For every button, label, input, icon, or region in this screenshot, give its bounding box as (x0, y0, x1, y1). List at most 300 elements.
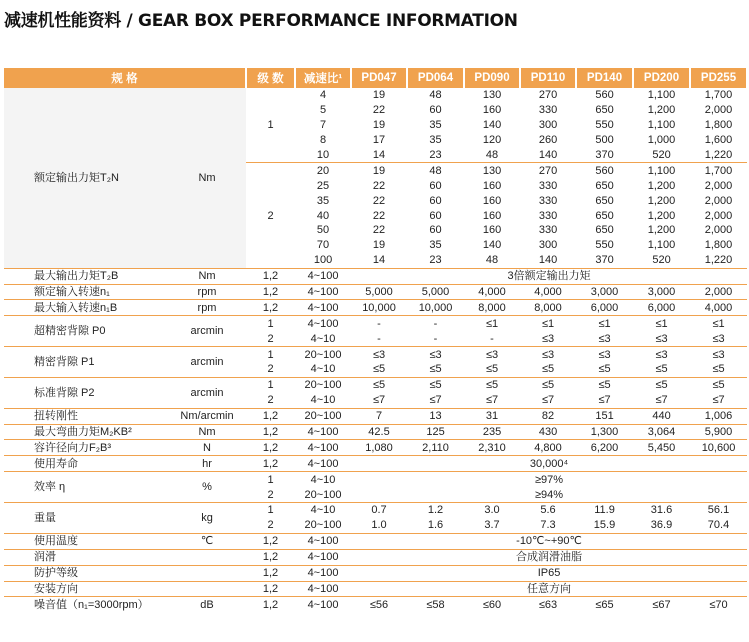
table-cell: 2,110 (407, 440, 464, 456)
merged-value: ≥94% (534, 488, 564, 501)
table-cell: ≤5 (351, 377, 407, 392)
table-cell: 35 (429, 119, 442, 132)
stage-cell: 2 (267, 488, 274, 501)
table-cell: 4,000 (464, 284, 520, 300)
table-cell: 22 (372, 104, 386, 117)
ratio-cell: 4~100 (295, 424, 351, 440)
header-ratio: 减速比¹ (295, 68, 351, 88)
table-cell: 125 (407, 424, 464, 440)
ratio-cell: 4~100 (295, 549, 351, 565)
table-row (4, 88, 747, 103)
header-pd140: PD140 (576, 68, 633, 88)
table-cell: ≤1 (576, 316, 633, 331)
merged-value: 30,000⁴ (351, 456, 747, 472)
table-cell: 130 (482, 89, 502, 102)
ratio-cell: 4~100 (295, 565, 351, 581)
table-row (4, 549, 747, 565)
ratio-cell: 70 (316, 239, 330, 252)
table-cell: 370 (595, 254, 614, 267)
table-row (4, 533, 747, 549)
table-cell: 22 (372, 224, 386, 237)
table-cell: 48 (407, 163, 464, 178)
table-cell: 1,700 (704, 89, 733, 102)
row-label: 使用温度 (4, 533, 168, 549)
table-cell: 3.7 (484, 519, 500, 532)
table-cell: ≤5 (485, 363, 499, 376)
table-cell: 1,220 (704, 254, 733, 267)
table-cell: 330 (538, 224, 558, 237)
table-cell: 3,000 (633, 284, 690, 300)
table-cell: 31 (464, 408, 520, 424)
table-cell: ≤3 (712, 332, 725, 345)
stage-cell: 2 (267, 519, 274, 532)
table-cell: ≤7 (712, 394, 725, 407)
table-cell: 1.2 (407, 503, 464, 518)
table-cell: 1,200 (647, 179, 676, 192)
row-label: 最大输出力矩T₂B (4, 268, 168, 284)
table-cell: 1,800 (704, 239, 733, 252)
header-pd064: PD064 (407, 68, 464, 88)
table-cell: 2,000 (704, 179, 733, 192)
stage-cell: 1 (246, 472, 295, 487)
table-cell: 1,800 (704, 119, 733, 132)
table-cell: 10,600 (690, 440, 747, 456)
table-cell: 56.1 (690, 503, 747, 518)
table-cell: 5,450 (633, 440, 690, 456)
row-unit (168, 549, 246, 565)
row-label: 最大弯曲力矩M₂KB² (4, 424, 168, 440)
ratio-cell: 4~100 (295, 300, 351, 316)
table-cell: ≤5 (712, 363, 725, 376)
row-label: 容许径向力F₂B³ (4, 440, 168, 456)
table-cell: 10,000 (351, 300, 407, 316)
table-row (4, 377, 747, 392)
table-cell: 1,000 (647, 134, 676, 147)
row-label: 重量 (4, 503, 168, 534)
ratio-cell: 20~100 (295, 377, 351, 392)
stage-cell: 1,2 (246, 408, 295, 424)
ratio-cell: 4~10 (295, 472, 351, 487)
table-cell: 7.3 (540, 519, 556, 532)
table-cell: 1.6 (427, 519, 444, 532)
table-cell: ≤58 (407, 597, 464, 612)
table-cell: 60 (429, 179, 442, 192)
table-cell: 23 (429, 254, 442, 267)
table-row (4, 503, 747, 518)
row-unit: Nm (168, 268, 246, 284)
row-unit: Nm (168, 424, 246, 440)
stage-cell: 1,2 (246, 268, 295, 284)
table-cell: 330 (538, 104, 558, 117)
table-cell: 11.9 (576, 503, 633, 518)
table-cell: ≤5 (407, 377, 464, 392)
stage-cell: 2 (267, 363, 274, 376)
table-cell: 70.4 (707, 519, 730, 532)
table-cell: - (433, 332, 438, 345)
ratio-cell: 4~100 (295, 456, 351, 472)
table-cell: 13 (407, 408, 464, 424)
ratio-cell: 7 (319, 119, 327, 132)
ratio-cell: 4~100 (295, 316, 351, 331)
table-cell: 1,200 (647, 104, 676, 117)
stage-cell: 2 (267, 394, 274, 407)
merged-value: ≥97% (351, 472, 747, 487)
ratio-cell: 20~100 (304, 519, 342, 532)
table-cell: 430 (520, 424, 576, 440)
table-cell: - (490, 332, 494, 345)
table-cell: - (377, 332, 381, 345)
row-label: 精密背隙 P1 (4, 347, 168, 378)
ratio-cell: 4~10 (295, 503, 351, 518)
table-cell: 1,100 (633, 163, 690, 178)
ratio-cell: 20~100 (295, 347, 351, 362)
row-unit: N (168, 440, 246, 456)
table-cell: ≤70 (690, 597, 747, 612)
merged-value: IP65 (351, 565, 747, 581)
stage-cell: 1,2 (246, 456, 295, 472)
table-row (4, 268, 747, 284)
table-cell: 160 (482, 209, 502, 222)
table-cell: 4,000 (520, 284, 576, 300)
table-cell: ≤5 (655, 363, 668, 376)
header-stage: 级 数 (246, 68, 295, 88)
ratio-cell: 4~100 (295, 597, 351, 612)
table-cell: 15.9 (593, 519, 616, 532)
table-cell: 500 (595, 134, 614, 147)
table-cell: 3,064 (633, 424, 690, 440)
merged-value: -10℃~+90℃ (351, 533, 747, 549)
table-cell: 60 (429, 224, 442, 237)
table-cell: 650 (595, 209, 614, 222)
table-row (4, 472, 747, 487)
table-cell: 330 (538, 209, 558, 222)
table-cell: 31.6 (633, 503, 690, 518)
ratio-cell: 35 (316, 194, 330, 207)
table-cell: 4,800 (520, 440, 576, 456)
row-unit: arcmin (168, 377, 246, 408)
ratio-cell: 4~10 (310, 394, 336, 407)
table-cell: 260 (538, 134, 558, 147)
ratio-cell: 8 (319, 134, 327, 147)
table-cell: 120 (482, 134, 502, 147)
table-cell: ≤65 (576, 597, 633, 612)
table-cell: ≤60 (464, 597, 520, 612)
table-cell: 300 (538, 119, 558, 132)
table-cell: 19 (372, 239, 386, 252)
table-cell: 10,000 (407, 300, 464, 316)
row-label: 标准背隙 P2 (4, 377, 168, 408)
table-cell: 14 (372, 254, 386, 267)
table-cell: 82 (520, 408, 576, 424)
table-cell: 4,000 (690, 300, 747, 316)
table-cell: 6,200 (576, 440, 633, 456)
table-cell: ≤63 (520, 597, 576, 612)
table-cell: ≤5 (372, 363, 386, 376)
table-cell: 19 (372, 89, 386, 102)
table-row (4, 408, 747, 424)
table-cell: 520 (652, 149, 671, 161)
table-cell: ≤5 (576, 377, 633, 392)
table-cell: 1,100 (647, 239, 676, 252)
table-cell: ≤7 (372, 394, 386, 407)
table-row (4, 424, 747, 440)
table-cell: 160 (482, 104, 502, 117)
stage-cell: 1 (246, 377, 295, 392)
row-unit: arcmin (168, 316, 246, 347)
table-row (4, 581, 747, 597)
ratio-cell: 4~100 (295, 581, 351, 597)
table-cell: ≤3 (576, 347, 633, 362)
table-cell: 35 (429, 239, 442, 252)
stage-cell: 1,2 (246, 549, 295, 565)
row-label: 效率 η (4, 472, 168, 503)
table-row (4, 456, 747, 472)
table-cell: 270 (538, 89, 558, 102)
ratio-cell: 25 (316, 179, 330, 192)
table-cell: 550 (595, 239, 614, 252)
table-cell: ≤1 (464, 316, 520, 331)
table-cell: 270 (520, 163, 576, 178)
ratio-cell: 50 (316, 224, 330, 237)
table-cell: 48 (485, 254, 499, 267)
stage-cell: 1,2 (246, 440, 295, 456)
table-cell: 160 (482, 179, 502, 192)
merged-value: 合成润滑油脂 (351, 549, 747, 565)
ratio-cell: 40 (316, 209, 330, 222)
row-unit: rpm (168, 300, 246, 316)
table-cell: ≤3 (520, 347, 576, 362)
table-cell: ≤5 (464, 377, 520, 392)
row-label: 扭转刚性 (4, 408, 168, 424)
table-cell: ≤3 (464, 347, 520, 362)
ratio-cell: 100 (313, 254, 333, 267)
table-cell: 300 (538, 239, 558, 252)
table-cell: ≤5 (633, 377, 690, 392)
table-cell: ≤5 (598, 363, 611, 376)
stage-cell: 2 (267, 332, 274, 345)
table-cell: 35 (429, 134, 442, 147)
table-cell: 5,000 (351, 284, 407, 300)
table-cell: ≤7 (655, 394, 668, 407)
table-cell: 36.9 (650, 519, 673, 532)
row-unit: hr (168, 456, 246, 472)
row-unit (168, 581, 246, 597)
table-cell: 7 (351, 408, 407, 424)
table-row (4, 300, 747, 316)
table-cell: 330 (538, 179, 558, 192)
header-pd090: PD090 (464, 68, 520, 88)
table-cell: 8,000 (520, 300, 576, 316)
table-cell: 2,000 (704, 104, 733, 117)
table-cell: 650 (595, 194, 614, 207)
table-cell: 370 (595, 149, 614, 161)
table-cell: 0.7 (351, 503, 407, 518)
table-row (4, 597, 747, 612)
table-cell: ≤3 (633, 347, 690, 362)
table-cell: 2,000 (704, 194, 733, 207)
stage-cell: 1 (246, 503, 295, 518)
table-row (4, 284, 747, 300)
table-cell: 1,200 (647, 194, 676, 207)
table-cell: ≤1 (690, 316, 747, 331)
table-cell: 650 (595, 179, 614, 192)
table-cell: 1.0 (371, 519, 387, 532)
table-cell: 1,600 (704, 134, 733, 147)
row-label: 额定输入转速n₁ (4, 284, 168, 300)
table-cell: 235 (464, 424, 520, 440)
table-cell: 42.5 (351, 424, 407, 440)
stage-cell: 1,2 (246, 533, 295, 549)
row-label: 使用寿命 (4, 456, 168, 472)
table-cell: 1,006 (690, 408, 747, 424)
table-cell: ≤1 (633, 316, 690, 331)
table-cell: 17 (372, 134, 386, 147)
row-label: 额定输出力矩T₂N (4, 88, 168, 268)
table-cell: ≤3 (541, 332, 555, 345)
table-cell: ≤5 (690, 377, 747, 392)
table-cell: ≤67 (633, 597, 690, 612)
row-unit: kg (168, 503, 246, 534)
table-cell: 650 (595, 104, 614, 117)
table-cell: 2,000 (690, 284, 747, 300)
table-cell: 48 (485, 149, 499, 161)
ratio-cell: 4~100 (295, 268, 351, 284)
stage-cell: 2 (246, 163, 295, 268)
table-cell: ≤3 (655, 332, 668, 345)
table-cell: 560 (595, 89, 614, 102)
row-unit: Nm (168, 88, 246, 268)
row-label: 噪音值（n₁=3000rpm） (4, 597, 168, 612)
table-cell: 2,000 (704, 209, 733, 222)
table-cell: 3.0 (464, 503, 520, 518)
row-label: 防护等级 (4, 565, 168, 581)
table-cell: - (351, 316, 407, 331)
table-row (4, 316, 747, 331)
table-cell: 19 (351, 163, 407, 178)
table-cell: 8,000 (464, 300, 520, 316)
header-pd110: PD110 (520, 68, 576, 88)
table-cell: ≤3 (351, 347, 407, 362)
ratio-cell: 4~100 (295, 440, 351, 456)
table-cell: 1,300 (576, 424, 633, 440)
table-cell: 140 (538, 149, 558, 161)
ratio-cell: 20 (295, 163, 351, 178)
header-pd255: PD255 (690, 68, 747, 88)
merged-value: 3倍额定输出力矩 (351, 268, 747, 284)
row-label: 最大输入转速n₁B (4, 300, 168, 316)
ratio-cell: 4~100 (295, 533, 351, 549)
table-cell: ≤3 (407, 347, 464, 362)
table-cell: ≤7 (541, 394, 555, 407)
table-cell: ≤5 (541, 363, 555, 376)
table-cell: 2,000 (704, 224, 733, 237)
table-cell: 130 (464, 163, 520, 178)
table-cell: 440 (633, 408, 690, 424)
table-cell: 560 (576, 163, 633, 178)
page-title: 减速机性能资料 / GEAR BOX PERFORMANCE INFORMATION (4, 11, 518, 31)
table-cell: 6,000 (576, 300, 633, 316)
table-cell: 22 (372, 209, 386, 222)
table-row (4, 565, 747, 581)
header-pd200: PD200 (633, 68, 690, 88)
table-cell: 48 (429, 89, 442, 102)
table-body (4, 88, 747, 612)
table-cell: 60 (429, 194, 442, 207)
table-cell: 1,100 (647, 119, 676, 132)
row-unit (168, 565, 246, 581)
table-cell: 550 (595, 119, 614, 132)
row-unit: arcmin (168, 347, 246, 378)
table-cell: 1,080 (351, 440, 407, 456)
table-cell: 3,000 (576, 284, 633, 300)
table-cell: ≤56 (351, 597, 407, 612)
table-cell: 1,100 (647, 89, 676, 102)
ratio-cell: 20~100 (304, 488, 342, 501)
table-cell: ≤5 (520, 377, 576, 392)
ratio-cell: 4~10 (310, 363, 336, 376)
table-cell: - (407, 316, 464, 331)
merged-value: 任意方向 (351, 581, 747, 597)
stage-cell: 1 (246, 316, 295, 331)
table-cell: 22 (372, 179, 386, 192)
stage-cell: 1 (246, 347, 295, 362)
table-cell: 160 (482, 224, 502, 237)
table-cell: 22 (372, 194, 386, 207)
row-unit: % (168, 472, 246, 503)
header-pd047: PD047 (351, 68, 407, 88)
table-cell: 160 (482, 194, 502, 207)
table-cell: 5,900 (690, 424, 747, 440)
table-cell: ≤5 (429, 363, 442, 376)
table-cell: 19 (372, 119, 386, 132)
stage-cell: 1,2 (246, 565, 295, 581)
table-cell: ≤3 (690, 347, 747, 362)
row-label: 安装方向 (4, 581, 168, 597)
table-cell: 2,310 (464, 440, 520, 456)
performance-table (4, 68, 748, 612)
table-cell: ≤1 (520, 316, 576, 331)
row-unit: Nm/arcmin (168, 408, 246, 424)
table-cell: 60 (429, 209, 442, 222)
ratio-cell: 5 (319, 104, 327, 117)
table-cell: 1,200 (647, 209, 676, 222)
table-cell: 23 (429, 149, 442, 161)
table-cell: 140 (538, 254, 558, 267)
table-cell: 14 (372, 149, 386, 161)
table-cell: 5,000 (407, 284, 464, 300)
row-unit: dB (168, 597, 246, 612)
ratio-cell: 20~100 (295, 408, 351, 424)
table-cell: 140 (482, 239, 502, 252)
header-spec: 规 格 (4, 68, 246, 88)
table-cell: ≤3 (598, 332, 611, 345)
ratio-cell: 4 (319, 89, 327, 102)
ratio-cell: 4~100 (295, 284, 351, 300)
table-cell: 5.6 (520, 503, 576, 518)
row-label: 超精密背隙 P0 (4, 316, 168, 347)
row-label: 润滑 (4, 549, 168, 565)
ratio-cell: 4~10 (310, 332, 336, 345)
table-row (4, 347, 747, 362)
table-cell: ≤7 (485, 394, 499, 407)
table-cell: 6,000 (633, 300, 690, 316)
table-cell: 1,220 (704, 149, 733, 161)
stage-cell: 1,2 (246, 284, 295, 300)
stage-cell: 1,2 (246, 581, 295, 597)
stage-cell: 1,2 (246, 597, 295, 612)
stage-cell: 1 (267, 119, 274, 132)
stage-cell: 1,2 (246, 424, 295, 440)
